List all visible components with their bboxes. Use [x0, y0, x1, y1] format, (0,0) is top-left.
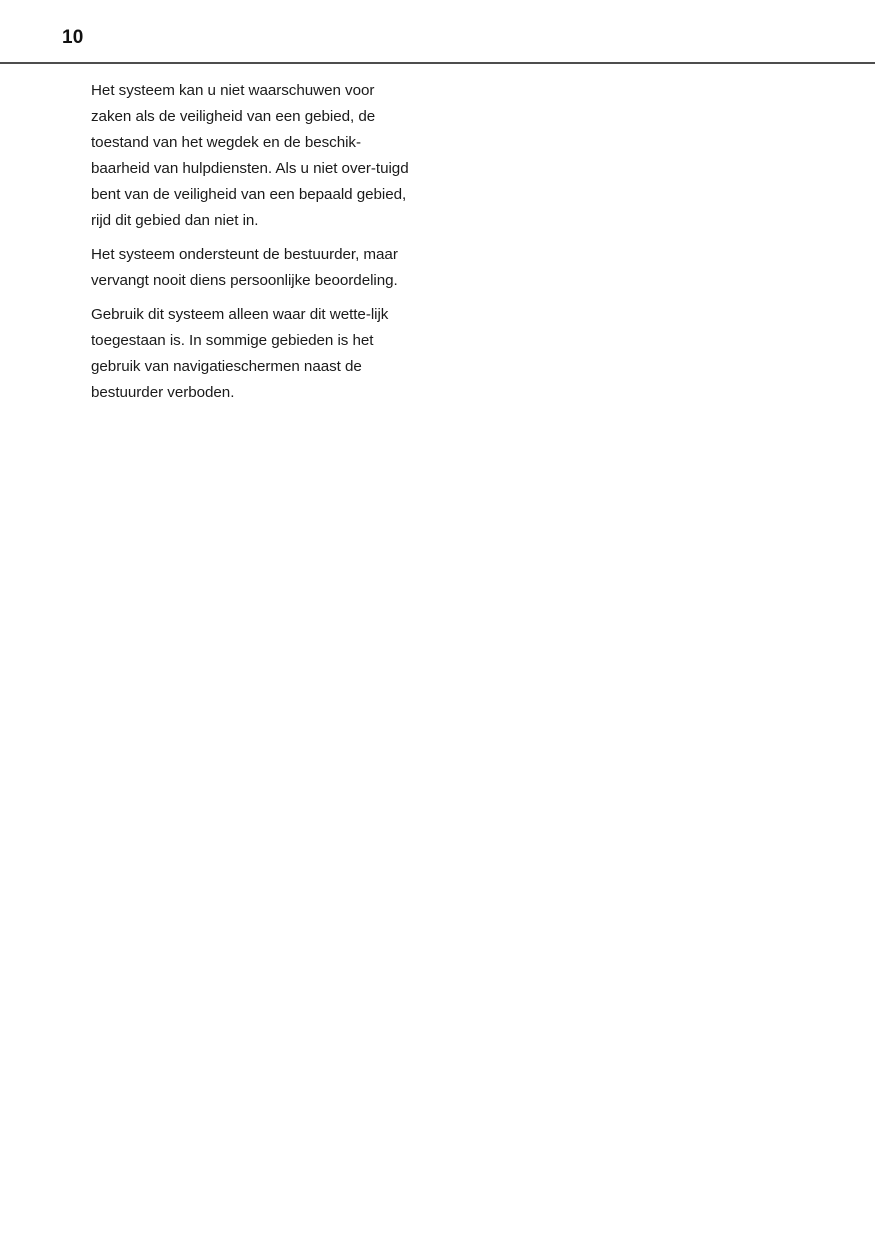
header-divider [0, 62, 875, 64]
paragraph: Gebruik dit systeem alleen waar dit wette-lijk toegestaan is. In sommige gebieden is het gebruik van navigatieschermen naast de bestuurder verboden. [91, 306, 389, 401]
body-text-column [91, 78, 416, 406]
paragraph: Het systeem kan u niet waarschuwen voor zaken als de veiligheid van een gebied, de toestand van het wegdek en de beschik-baarheid van hulpdiensten. Als u niet over-tuigd bent van de veiligheid van een bepaald gebied, rijd dit gebied dan niet in. [91, 82, 409, 229]
page-number: 10 [62, 27, 84, 48]
paragraph: Het systeem ondersteunt de bestuurder, maar vervangt nooit diens persoonlijke beoordeling. [91, 246, 398, 289]
page-header [0, 0, 875, 62]
